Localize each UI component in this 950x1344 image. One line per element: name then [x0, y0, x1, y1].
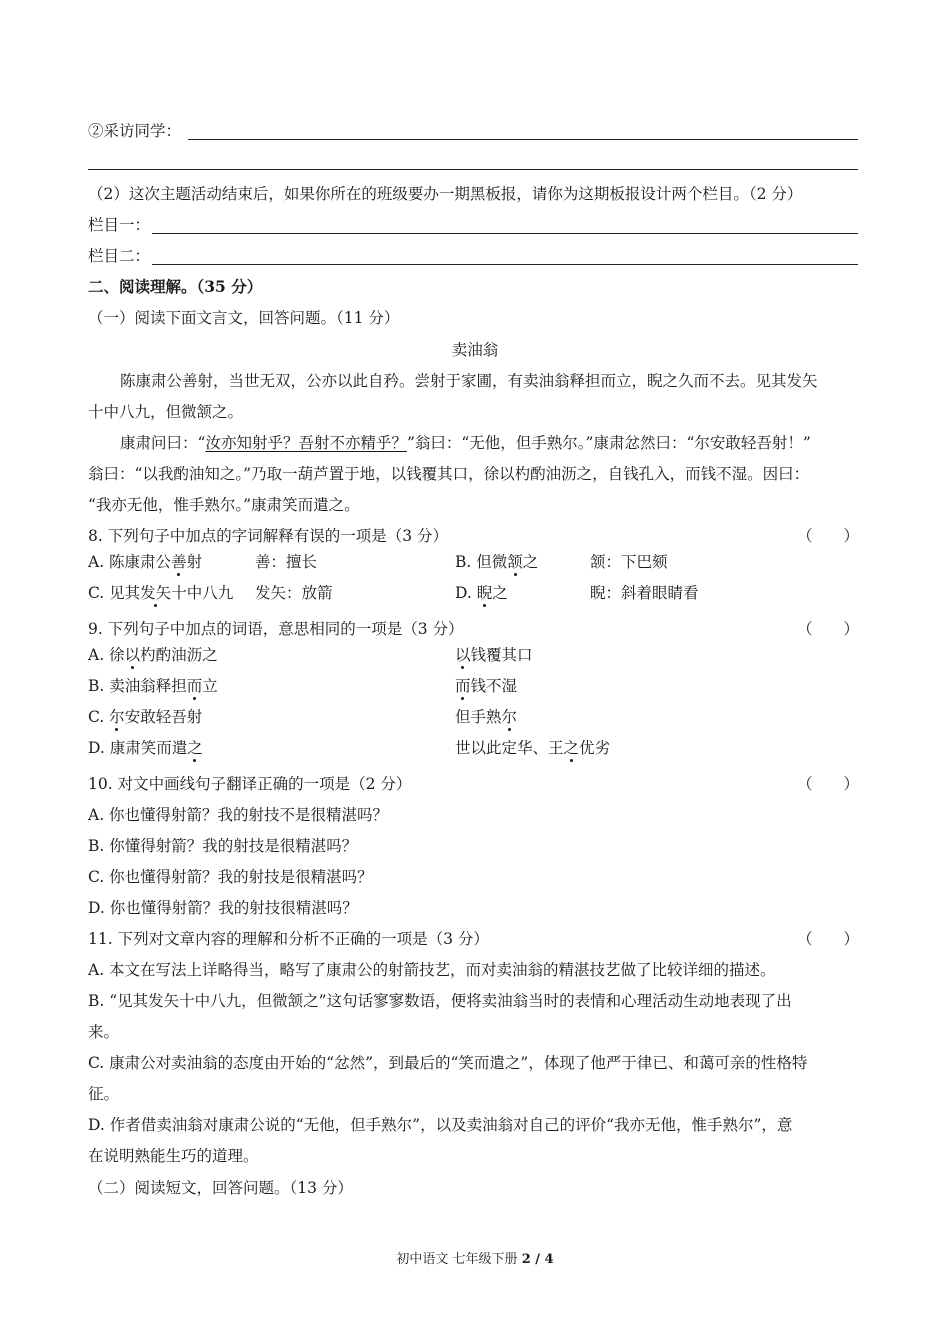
q11-option-b: B. “见其发矢十中八九，但微颔之”这句话寥寥数语，便将卖油翁当时的表情和心理活动生动地表现了出	[88, 992, 792, 1010]
q10-stem: 10. 对文中画线句子翻译正确的一项是（2 分）	[88, 775, 412, 793]
q8-stem: 8. 下列句子中加点的字词解释有误的一项是（3 分）	[88, 527, 449, 545]
passage-paragraph-1: 陈康肃公善射，当世无双，公亦以此自矜。尝射于家圃，有卖油翁释担而立，睨之久而不去。见其发矢	[120, 372, 818, 390]
passage-paragraph-1-cont: 十中八九，但微颔之。	[88, 403, 244, 421]
passage-paragraph-2-cont: 翁曰：“以我酌油知之。”乃取一葫芦置于地，以钱覆其口，徐以杓酌油沥之，自钱孔入，而钱不湿。因曰：	[88, 465, 810, 483]
q8-option-a: A. 陈康肃公善射	[88, 553, 203, 571]
section-title: 二、阅读理解。（35 分）	[88, 277, 263, 296]
q9-option-a-left: A. 徐以杓酌油沥之	[88, 646, 218, 664]
q10-option-c: C. 你也懂得射箭？我的射技是很精湛吗？	[88, 868, 373, 886]
column-two-answer-line[interactable]	[152, 264, 858, 265]
q11-option-c: C. 康肃公对卖油翁的态度由开始的“忿然”，到最后的“笑而遣之”，体现了他严于律已、和蔼可亲的性格特	[88, 1054, 808, 1072]
q11-answer-paren[interactable]: （ ）	[797, 930, 860, 948]
q9-option-d-right: 世以此定华、王之优劣	[455, 739, 611, 757]
q9-option-b-right: 而钱不湿	[455, 677, 518, 695]
q8-option-d: D. 睨之	[455, 584, 508, 602]
answer-line[interactable]	[88, 169, 858, 170]
q8-option-a-explanation: 善：擅长	[255, 553, 318, 571]
passage-paragraph-2-end: “我亦无他，惟手熟尔。”康肃笑而遣之。	[88, 496, 360, 514]
page-footer: 初中语文 七年级下册 2 / 4	[396, 1252, 554, 1267]
q8-option-d-explanation: 睨：斜着眼睛看	[590, 584, 699, 602]
q10-option-d: D. 你也懂得射箭？我的射技很精湛吗？	[88, 899, 358, 917]
q8-answer-paren[interactable]: （ ）	[797, 527, 860, 545]
column-one-label: 栏目一：	[88, 216, 151, 234]
q11-option-b-cont: 来。	[88, 1023, 120, 1041]
q11-option-d: D. 作者借卖油翁对康肃公说的“无他，但手熟尔”，以及卖油翁对自己的评价“我亦无他，惟手熟尔”，意	[88, 1116, 793, 1134]
part2-title: （二）阅读短文，回答问题。（13 分）	[88, 1179, 353, 1197]
underlined-sentence: 汝亦知射乎？吾射不亦精乎？	[205, 434, 407, 452]
answer-line[interactable]	[188, 139, 858, 140]
q11-stem: 11. 下列对文章内容的理解和分析不正确的一项是（3 分）	[88, 930, 489, 948]
passage-title: 卖油翁	[451, 341, 499, 359]
q9-option-d-left: D. 康肃笑而遣之	[88, 739, 203, 757]
q10-option-b: B. 你懂得射箭？我的射技是很精湛吗？	[88, 837, 358, 855]
q8-option-b: B. 但微颔之	[455, 553, 539, 571]
q2-prompt: （2）这次主题活动结束后，如果你所在的班级要办一期黑板报，请你为这期板报设计两个栏目。（2 分）	[88, 185, 803, 203]
q9-stem: 9. 下列句子中加点的词语，意思相同的一项是（3 分）	[88, 620, 464, 638]
interview-label: ②采访同学：	[88, 122, 182, 140]
part1-title: （一）阅读下面文言文，回答问题。（11 分）	[88, 309, 400, 327]
page-number: 2 / 4	[521, 1252, 554, 1267]
q10-option-a: A. 你也懂得射箭？我的射技不是很精湛吗？	[88, 806, 389, 824]
q9-option-c-left: C. 尔安敢轻吾射	[88, 708, 203, 726]
q8-option-c-explanation: 发矢：放箭	[255, 584, 333, 602]
q11-option-c-cont: 征。	[88, 1085, 120, 1103]
q8-option-c: C. 见其发矢十中八九	[88, 584, 234, 602]
column-two-label: 栏目二：	[88, 247, 151, 265]
passage-paragraph-2: 康肃问曰：“汝亦知射乎？吾射不亦精乎？”翁曰：“无他，但手熟尔。”康肃忿然曰：“尔安敢轻吾射！”	[120, 434, 811, 452]
q9-option-b-left: B. 卖油翁释担而立	[88, 677, 218, 695]
q11-option-a: A. 本文在写法上详略得当，略写了康肃公的射箭技艺，而对卖油翁的精湛技艺做了比较详细的描述。	[88, 961, 776, 979]
q9-option-a-right: 以钱覆其口	[455, 646, 533, 664]
q10-answer-paren[interactable]: （ ）	[797, 775, 860, 793]
q11-option-d-cont: 在说明熟能生巧的道理。	[88, 1147, 259, 1165]
column-one-answer-line[interactable]	[152, 233, 858, 234]
q9-answer-paren[interactable]: （ ）	[797, 620, 860, 638]
q8-option-b-explanation: 颔：下巴颏	[590, 553, 668, 571]
q9-option-c-right: 但手熟尔	[455, 708, 518, 726]
